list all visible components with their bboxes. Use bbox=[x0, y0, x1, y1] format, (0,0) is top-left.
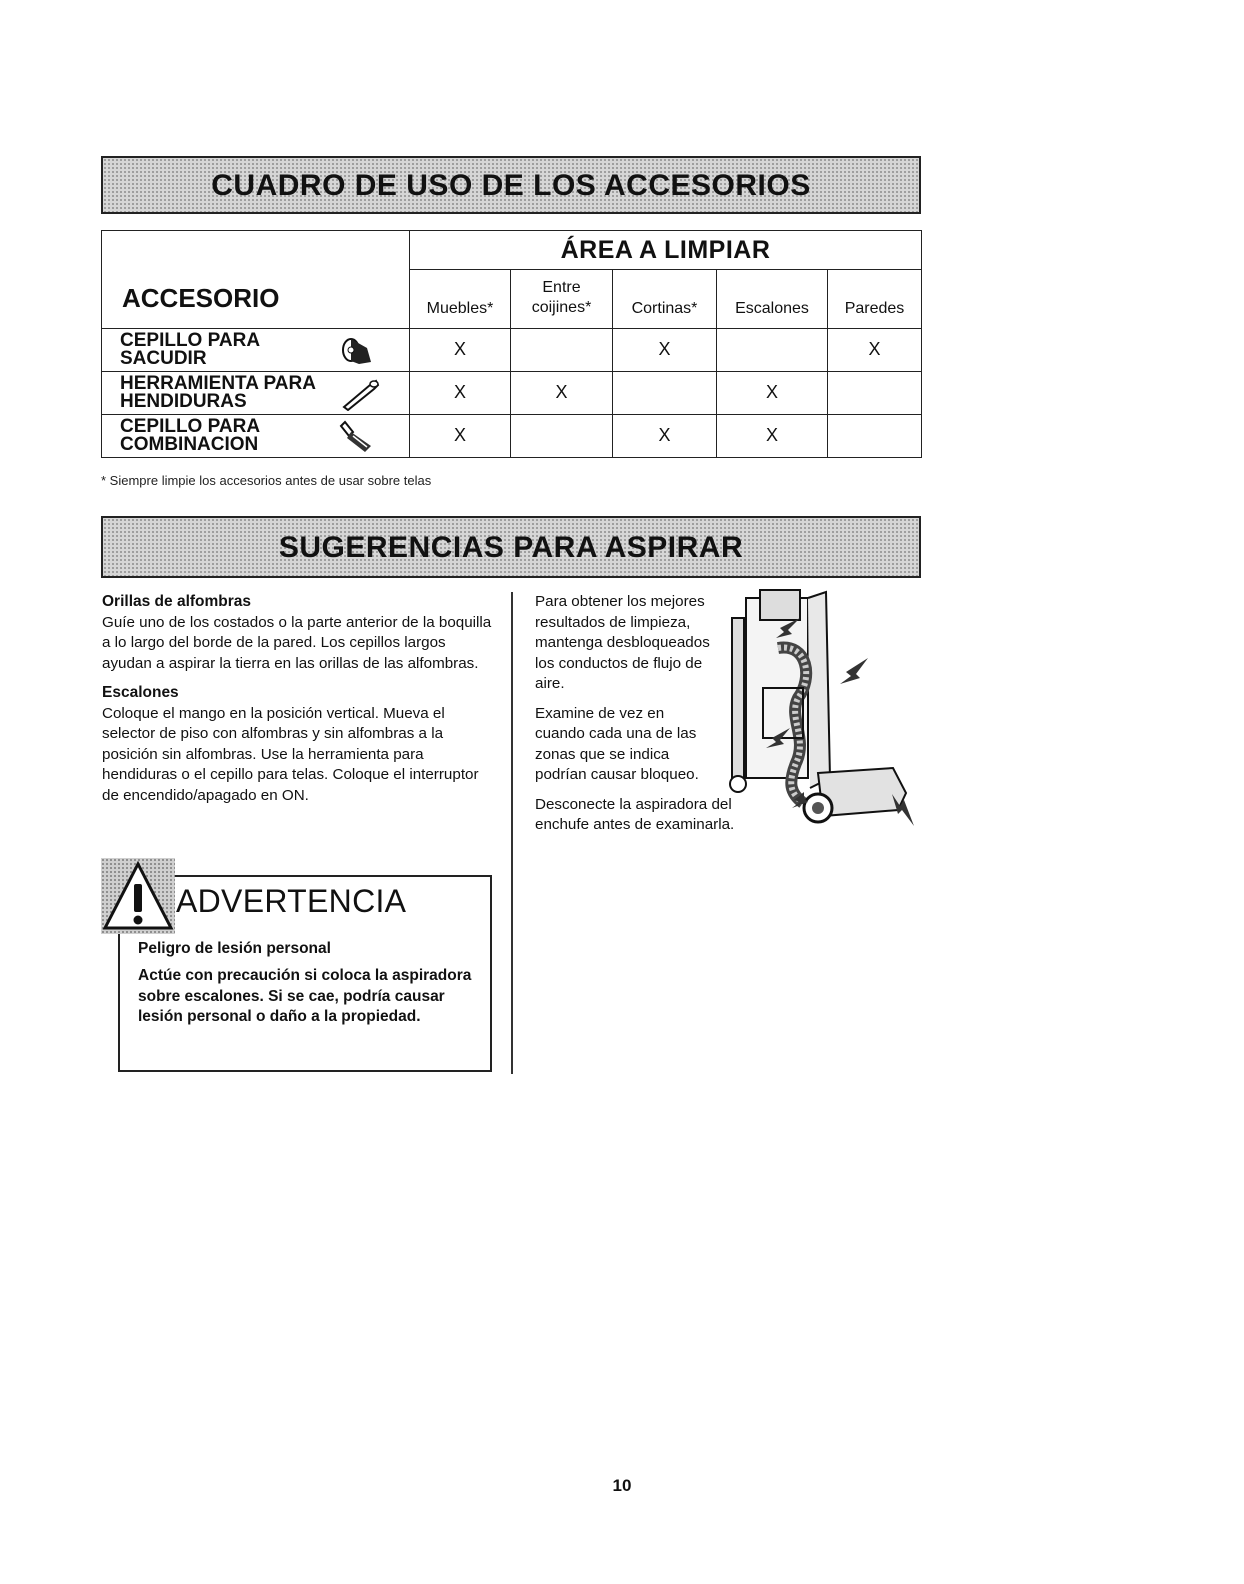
airflow-text-1: Para obtener los mejores resultados de limpieza, mantenga desbloqueados los conductos de flujo de aire. bbox=[535, 593, 710, 692]
accessory-name-cell bbox=[102, 371, 410, 414]
accessory-chart-title: CUADRO DE USO DE LOS ACCESORIOS bbox=[211, 169, 811, 202]
column-header: Paredes bbox=[828, 270, 922, 329]
stairs-text: Coloque el mango en la posición vertical. Mueva el selector de piso con alfombras y sin alfombras a la posición sin alfombras. Use la herramienta para hendiduras o el cepillo para telas. Coloque el interruptor de encendido/apagado en ON. bbox=[102, 704, 479, 804]
accessory-chart-table bbox=[101, 230, 922, 458]
edges-heading: Orillas de alfombras bbox=[102, 593, 252, 610]
airflow-text-2: Examine de vez en cuando cada una de las zonas que se indica podrían causar bloqueo. bbox=[535, 704, 699, 783]
column-header: Escalones bbox=[717, 270, 828, 329]
tips-title: SUGERENCIAS PARA ASPIRAR bbox=[278, 531, 744, 564]
tips-left-column bbox=[102, 592, 492, 815]
accessory-name-line1: CEPILLO PARA bbox=[120, 415, 261, 437]
tips-right-column bbox=[535, 592, 735, 845]
mark-cell: X bbox=[613, 328, 717, 371]
table-row bbox=[102, 414, 922, 457]
vacuum-airflow-illustration bbox=[718, 588, 918, 833]
mark-cell: X bbox=[410, 328, 511, 371]
accessory-name-line1: CEPILLO PARA bbox=[120, 329, 261, 351]
column-header: Muebles* bbox=[410, 270, 511, 329]
stairs-heading: Escalones bbox=[102, 684, 179, 701]
table-row bbox=[102, 371, 922, 414]
mark-cell: X bbox=[410, 414, 511, 457]
airflow-text-3: Desconecte la aspiradora del enchufe antes de examinarla. bbox=[535, 795, 735, 833]
mark-cell: X bbox=[613, 414, 717, 457]
warning-triangle-panel bbox=[101, 858, 175, 934]
mark-cell: X bbox=[717, 371, 828, 414]
accessory-name-line2: COMBINACION bbox=[120, 433, 259, 455]
chart-footnote: * Siempre limpie los accesorios antes de usar sobre telas bbox=[101, 473, 432, 488]
warning-body: Actúe con precaución si coloca la aspiradora sobre escalones. Si se cae, podría causar lesión personal o daño a la propiedad. bbox=[138, 967, 472, 1025]
mark-cell bbox=[511, 414, 613, 457]
accessory-name-line2: HENDIDURAS bbox=[120, 390, 247, 412]
mark-cell: X bbox=[410, 371, 511, 414]
dusting-brush-icon bbox=[337, 334, 377, 368]
combination-brush-icon bbox=[337, 420, 377, 454]
accessory-name-cell bbox=[102, 328, 410, 371]
blank-corner bbox=[102, 231, 410, 270]
column-header: Entre coijines* bbox=[511, 270, 613, 329]
accessory-name-line1: HERRAMIENTA PARA bbox=[120, 372, 316, 394]
page-number: 10 bbox=[612, 1476, 632, 1495]
mark-cell bbox=[511, 328, 613, 371]
tips-banner bbox=[101, 516, 921, 578]
mark-cell bbox=[613, 371, 717, 414]
area-header: ÁREA A LIMPIAR bbox=[410, 231, 922, 270]
warning-title: ADVERTENCIA bbox=[176, 883, 407, 919]
accessory-name-cell bbox=[102, 414, 410, 457]
mark-cell: X bbox=[828, 328, 922, 371]
warning-triangle-icon bbox=[101, 858, 175, 934]
edges-text: Guíe uno de los costados o la parte anterior de la boquilla a lo largo del borde de la pared. Los cepillos largos ayudan a aspirar la tierra en las orillas de las alfombras. bbox=[102, 613, 492, 672]
accessory-name-line2: SACUDIR bbox=[120, 347, 207, 369]
mark-cell bbox=[828, 371, 922, 414]
crevice-tool-icon bbox=[337, 377, 383, 411]
warning-subtitle: Peligro de lesión personal bbox=[138, 940, 331, 957]
mark-cell bbox=[828, 414, 922, 457]
table-row bbox=[102, 328, 922, 371]
column-header: Cortinas* bbox=[613, 270, 717, 329]
column-divider bbox=[511, 592, 513, 1074]
mark-cell: X bbox=[511, 371, 613, 414]
accessory-header: ACCESORIO bbox=[102, 270, 410, 329]
accessory-chart-banner bbox=[101, 156, 921, 214]
mark-cell bbox=[717, 328, 828, 371]
mark-cell: X bbox=[717, 414, 828, 457]
